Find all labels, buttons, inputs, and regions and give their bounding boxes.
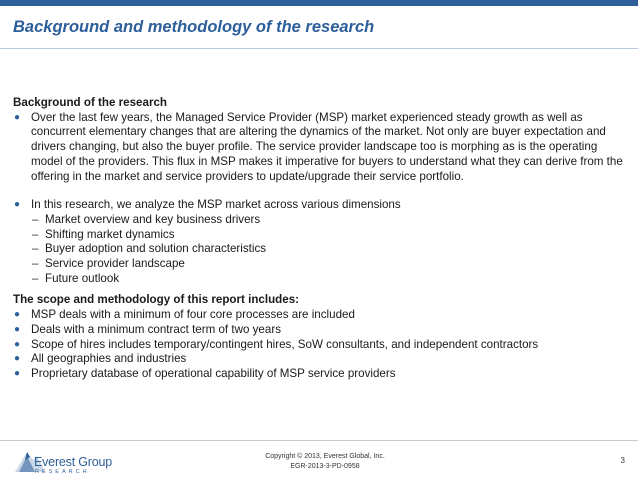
- scope-item: Scope of hires includes temporary/contingent hires, SoW consultants, and independent contractors: [31, 337, 539, 351]
- slide-body: [13, 96, 628, 382]
- sub-list-item: [13, 242, 628, 257]
- list-item: [13, 352, 628, 367]
- background-heading: Background of the research: [13, 96, 167, 109]
- list-item: [13, 308, 628, 323]
- sub-list-item: [13, 257, 628, 272]
- dash-icon: –: [32, 271, 39, 285]
- bullet-icon: ●: [14, 353, 21, 365]
- copyright-text: Copyright © 2013, Everest Global, Inc.: [265, 453, 385, 460]
- dash-icon: –: [32, 212, 39, 226]
- logo-name: Everest Group: [34, 455, 112, 469]
- scope-heading: The scope and methodology of this report includes:: [13, 293, 299, 307]
- background-bullet-1: Over the last few years, the Managed Service Provider (MSP) market experienced steady growth as well as concurrent elementary changes that are altering the dynamics of the market. Not only are buyer expectation and drivers changing, but also the buyer profile. The service provider landscape too is morphing as is the operating model of the providers. This flux in MSP makes it imperative for buyers to understand what they can derive from the offering in the market and service providers to update/upgrade their service portfolio.: [31, 110, 623, 183]
- logo-subtitle: RESEARCH: [35, 469, 90, 475]
- dimension-item: Shifting market dynamics: [45, 227, 175, 241]
- sub-list-item: [13, 213, 628, 228]
- background-bullet-2: In this research, we analyze the MSP market across various dimensions: [31, 198, 401, 212]
- bullet-icon: ●: [14, 199, 21, 211]
- copyright-notice: [250, 452, 400, 472]
- scope-item: Proprietary database of operational capability of MSP service providers: [31, 366, 396, 380]
- list-item: [13, 111, 628, 185]
- scope-item: MSP deals with a minimum of four core processes are included: [31, 308, 355, 322]
- page-number: 3: [620, 456, 625, 465]
- page-title: Background and methodology of the research: [13, 18, 375, 36]
- list-item: [13, 338, 628, 353]
- list-item: [13, 198, 628, 213]
- bullet-icon: ●: [14, 111, 21, 123]
- dimension-item: Future outlook: [45, 271, 120, 285]
- dash-icon: –: [32, 242, 39, 256]
- bullet-icon: ●: [14, 309, 21, 321]
- title-divider: [0, 48, 638, 49]
- spacer: [13, 286, 628, 293]
- dimension-item: Market overview and key business drivers: [45, 212, 261, 226]
- dash-icon: –: [32, 257, 39, 271]
- bullet-icon: ●: [14, 367, 21, 379]
- dimension-item: Buyer adoption and solution characteristics: [45, 242, 267, 256]
- scope-item: Deals with a minimum contract term of two years: [31, 322, 281, 336]
- document-id: EGR-2013-3-PD-0958: [290, 463, 360, 470]
- sub-list-item: [13, 272, 628, 287]
- sub-list-item: [13, 228, 628, 243]
- scope-item: All geographies and industries: [31, 352, 187, 366]
- spacer: [13, 184, 628, 198]
- bullet-icon: ●: [14, 338, 21, 350]
- top-accent-bar: [0, 0, 638, 6]
- dimension-item: Service provider landscape: [45, 257, 185, 271]
- dash-icon: –: [32, 227, 39, 241]
- bullet-icon: ●: [14, 323, 21, 335]
- list-item: [13, 367, 628, 382]
- footer-divider: [0, 440, 638, 441]
- list-item: [13, 323, 628, 338]
